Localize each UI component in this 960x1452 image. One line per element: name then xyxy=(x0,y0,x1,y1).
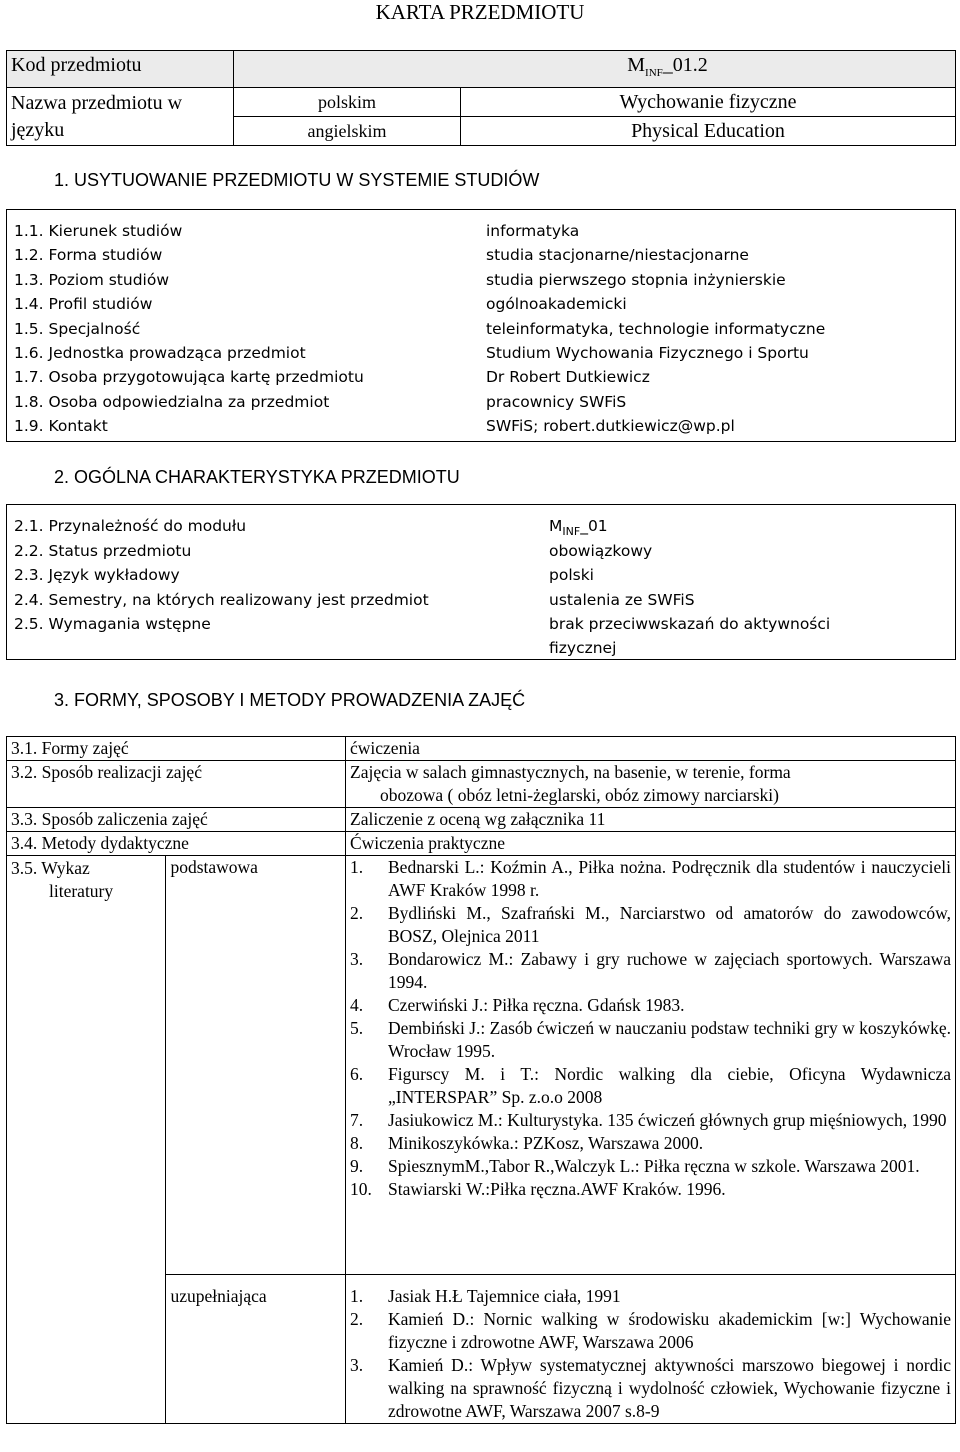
s1-value-1: informatyka xyxy=(486,222,580,240)
basic-literature-item-number: 4. xyxy=(350,995,364,1015)
course-code-label: Kod przedmiotu xyxy=(7,51,234,88)
supplementary-literature-list-cell xyxy=(346,1275,956,1424)
basic-literature-item-number: 9. xyxy=(350,1156,364,1176)
name-label-line1: Nazwa przedmiotu w xyxy=(11,91,183,114)
s2-value-3: polski xyxy=(549,566,594,584)
basic-literature-item-text: Stawiarski W.:Piłka ręczna.AWF Kraków. 1996. xyxy=(388,1179,726,1199)
s1-label-6: 1.6. Jednostka prowadząca przedmiot xyxy=(14,344,306,362)
s3-value-4: Ćwiczenia praktyczne xyxy=(346,832,956,856)
basic-literature-item xyxy=(350,856,951,902)
s1-value-6: Studium Wychowania Fizycznego i Sportu xyxy=(486,344,809,362)
lang-pl-label: polskim xyxy=(234,88,461,117)
basic-literature-item xyxy=(350,994,951,1017)
supplementary-literature-item-number: 1. xyxy=(350,1286,364,1306)
basic-literature-item xyxy=(350,1132,951,1155)
basic-literature-label: podstawowa xyxy=(166,856,346,1275)
s2-label-3: 2.3. Język wykładowy xyxy=(14,566,180,584)
supplementary-literature-item-text: Kamień D.: Nornic walking w środowisku akademickim [w:] Wychowanie fizyczne i zdrowotne AWF, Warszawa 2006 xyxy=(388,1309,951,1352)
supplementary-literature-list xyxy=(350,1285,951,1423)
supplementary-literature-item xyxy=(350,1308,951,1354)
supplementary-literature-item xyxy=(350,1354,951,1423)
s3-value-2 xyxy=(346,761,956,808)
s1-value-2: studia stacjonarne/niestacjonarne xyxy=(486,246,749,265)
course-code-value xyxy=(234,51,956,88)
basic-literature-item xyxy=(350,902,951,948)
basic-literature-item-text: Figurscy M. i T.: Nordic walking dla ciebie, Oficyna Wydawnicza „INTERSPAR” Sp. z.o.o 2008 xyxy=(388,1064,951,1107)
supplementary-literature-item-text: Jasiak H.Ł Tajemnice ciała, 1991 xyxy=(388,1286,621,1306)
s2-label-2: 2.2. Status przedmiotu xyxy=(14,542,192,560)
basic-literature-item-number: 3. xyxy=(350,949,364,969)
s3-value-1: ćwiczenia xyxy=(346,737,956,761)
basic-literature-item-text: Bednarski L.: Koźmin A., Piłka nożna. Podręcznik dla studentów i nauczycieli AWF Kraków 1998 r. xyxy=(388,857,951,900)
basic-literature-item-number: 7. xyxy=(350,1110,364,1130)
basic-literature-item-text: Bondarowicz M.: Zabawy i gry ruchowe w zajęciach sportowych. Warszawa 1994. xyxy=(388,949,951,992)
basic-literature-item-number: 2. xyxy=(350,903,364,923)
supplementary-literature-item-number: 2. xyxy=(350,1309,364,1329)
s2-label-5: 2.5. Wymagania wstępne xyxy=(14,615,211,633)
course-header-table xyxy=(6,50,956,146)
basic-literature-list-cell xyxy=(346,856,956,1275)
s1-value-7: Dr Robert Dutkiewicz xyxy=(486,368,650,387)
s3-value-2a: Zajęcia w salach gimnastycznych, na basenie, w terenie, forma xyxy=(350,762,791,782)
basic-literature-item-text: Bydliński M., Szafrański M., Narciarstwo od amatorów do zawodowców, BOSZ, Olejnica 2011 xyxy=(388,903,951,946)
basic-literature-item-number: 1. xyxy=(350,857,364,877)
lang-en-label: angielskim xyxy=(234,117,461,146)
section-3-title: 3. FORMY, SPOSOBY I METODY PROWADZENIA ZAJĘĆ xyxy=(54,690,526,710)
s1-value-5: teleinformatyka, technologie informatyczne xyxy=(486,319,826,338)
s2-value-4: ustalenia ze SWFiS xyxy=(549,591,695,609)
s2-label-4: 2.4. Semestry, na których realizowany jest przedmiot xyxy=(14,591,429,609)
course-name-pl: Wychowanie fizyczne xyxy=(461,88,956,117)
lit-label-line2: literatury xyxy=(49,881,114,901)
s2-label-1: 2.1. Przynależność do modułu xyxy=(14,517,247,535)
s2-value-2: obowiązkowy xyxy=(549,542,653,560)
s1-label-8: 1.8. Osoba odpowiedzialna za przedmiot xyxy=(14,392,330,411)
basic-literature-item xyxy=(350,948,951,994)
basic-literature-item-number: 5. xyxy=(350,1018,364,1038)
basic-literature-item xyxy=(350,1017,951,1063)
basic-literature-item-text: Minikoszykówka.: PZKosz, Warszawa 2000. xyxy=(388,1133,704,1153)
basic-literature-list xyxy=(350,856,951,1201)
s1-label-4: 1.4. Profil studiów xyxy=(14,295,153,314)
lit-label-line1: 3.5. Wykaz xyxy=(11,858,90,878)
code-rest: _01.2 xyxy=(662,54,708,76)
course-name-en: Physical Education xyxy=(461,117,956,146)
s1-label-1: 1.1. Kierunek studiów xyxy=(14,222,183,240)
basic-literature-item xyxy=(350,1109,951,1132)
s1-label-7: 1.7. Osoba przygotowująca kartę przedmiotu xyxy=(14,368,364,387)
basic-literature-item-text: Czerwiński J.: Piłka ręczna. Gdańsk 1983. xyxy=(388,995,685,1015)
s2-value-5a: brak przeciwwskazań do aktywności xyxy=(549,615,831,633)
literature-label xyxy=(7,856,166,1424)
s1-value-8: pracownicy SWFiS xyxy=(486,392,627,411)
s3-value-3: Zaliczenie z oceną wg załącznika 11 xyxy=(346,808,956,832)
s1-label-2: 1.2. Forma studiów xyxy=(14,246,163,265)
s2-value-5b: fizycznej xyxy=(549,639,617,657)
s3-label-4: 3.4. Metody dydaktyczne xyxy=(7,832,346,856)
supplementary-literature-item xyxy=(350,1285,951,1308)
section-1-title: 1. USYTUOWANIE PRZEDMIOTU W SYSTEMIE STUDIÓW xyxy=(54,170,540,190)
basic-literature-item-text: Dembiński J.: Zasób ćwiczeń w nauczaniu podstaw techniki gry w koszykówkę. Wrocław 1995. xyxy=(388,1018,951,1061)
basic-literature-item xyxy=(350,1155,951,1178)
supplementary-literature-item-number: 3. xyxy=(350,1355,364,1375)
basic-literature-item-number: 6. xyxy=(350,1064,364,1084)
basic-literature-item-text: SpiesznymM.,Tabor R.,Walczyk L.: Piłka ręczna w szkole. Warszawa 2001. xyxy=(388,1156,920,1176)
s3-label-1: 3.1. Formy zajęć xyxy=(7,737,346,761)
basic-literature-item xyxy=(350,1178,951,1201)
s3-label-3: 3.3. Sposób zaliczenia zajęć xyxy=(7,808,346,832)
course-name-label xyxy=(7,88,234,146)
basic-literature-item-number: 10. xyxy=(350,1179,372,1199)
s1-value-4: ogólnoakademicki xyxy=(486,295,627,314)
s2-module-main: M xyxy=(549,517,563,535)
s2-module-rest: _01 xyxy=(580,517,608,535)
section-2-title: 2. OGÓLNA CHARAKTERYSTYKA PRZEDMIOTU xyxy=(54,467,460,487)
s1-label-5: 1.5. Specjalność xyxy=(14,319,141,338)
supplementary-literature-item-text: Kamień D.: Wpływ systematycznej aktywności marszowo biegowej i nordic walking na sprawność fizyczną i wydolność człowiek, Wychowanie fizyczne i zdrowotne AWF, Warszawa 2007 s.8-9 xyxy=(388,1355,951,1421)
code-sub: INF xyxy=(645,67,663,79)
s1-value-3: studia pierwszego stopnia inżynierskie xyxy=(486,270,786,289)
page-title: KARTA PRZEDMIOTU xyxy=(375,0,585,24)
code-main: M xyxy=(627,54,646,76)
s1-value-9: SWFiS; robert.dutkiewicz@wp.pl xyxy=(486,417,735,436)
s2-module-sub: INF xyxy=(562,525,581,539)
basic-literature-item-number: 8. xyxy=(350,1133,364,1153)
basic-literature-item-text: Jasiukowicz M.: Kulturystyka. 135 ćwiczeń głównych grup mięśniowych, 1990 xyxy=(388,1110,947,1130)
s1-label-3: 1.3. Poziom studiów xyxy=(14,270,170,289)
basic-literature-item xyxy=(350,1063,951,1109)
s3-value-2b: obozowa ( obóz letni-żeglarski, obóz zimowy narciarski) xyxy=(380,785,779,805)
supplementary-literature-label: uzupełniająca xyxy=(166,1275,346,1424)
s3-label-2: 3.2. Sposób realizacji zajęć xyxy=(7,761,346,808)
section-3-table xyxy=(6,736,956,1424)
name-label-line2: języku xyxy=(11,118,65,141)
s1-label-9: 1.9. Kontakt xyxy=(14,417,108,436)
